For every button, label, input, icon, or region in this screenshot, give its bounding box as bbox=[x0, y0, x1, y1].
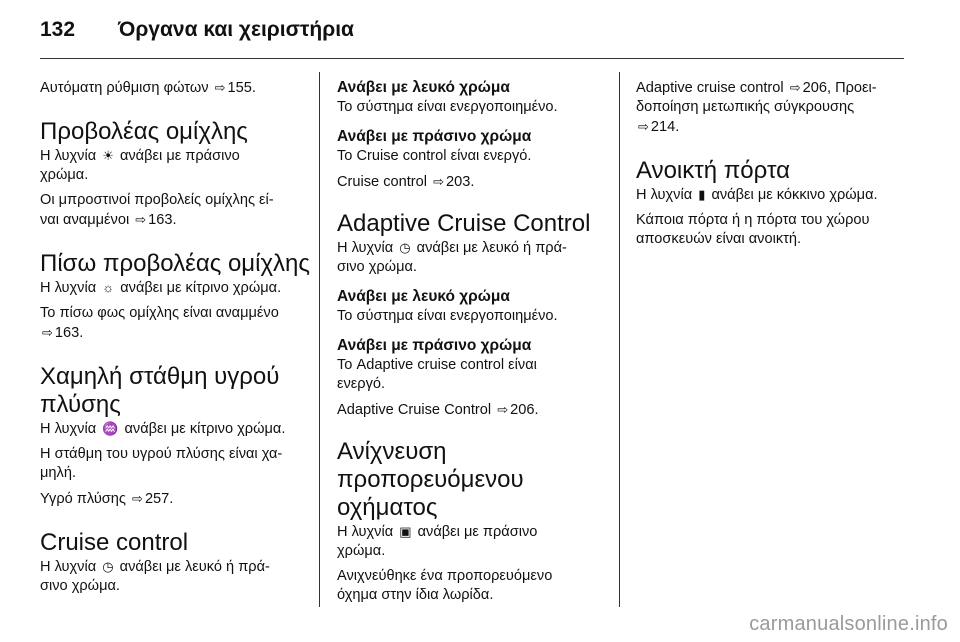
paragraph: Το σύστημα είναι ενεργοποιημένο. bbox=[337, 308, 558, 324]
reference-arrow-icon: ⇨ bbox=[42, 325, 53, 340]
reference-arrow-icon: ⇨ bbox=[789, 80, 801, 95]
column-2 bbox=[337, 66, 612, 605]
section-heading: Χαμηλή στάθμη υγρού πλύσης bbox=[40, 363, 280, 418]
paragraph: Η λυχνία ◷ ανάβει με λευκό ή πρά- σινο χρώμα. bbox=[40, 559, 270, 594]
reference-arrow-icon: ⇨ bbox=[214, 80, 226, 95]
header-divider bbox=[40, 58, 904, 59]
door-open-icon: ▮ bbox=[698, 187, 706, 202]
column-3 bbox=[636, 66, 911, 249]
paragraph: Η λυχνία ☼ ανάβει με κίτρινο χρώμα. bbox=[40, 280, 282, 296]
subsection-heading: Ανάβει με λευκό χρώμα bbox=[337, 79, 510, 96]
cruise-control-icon: ◷ bbox=[102, 559, 114, 574]
section-heading: Προβολέας ομίχλης bbox=[40, 118, 248, 145]
paragraph: Κάποια πόρτα ή η πόρτα του χώρου αποσκευών είναι ανοικτή. bbox=[636, 212, 870, 247]
page-number: 132 bbox=[40, 18, 76, 41]
paragraph: Η λυχνία ▣ ανάβει με πράσινο χρώμα. bbox=[337, 524, 538, 559]
paragraph: Η λυχνία ♒ ανάβει με κίτρινο χρώμα. bbox=[40, 421, 286, 437]
column-divider bbox=[319, 72, 320, 607]
paragraph: Adaptive Cruise Control ⇨ 206. bbox=[337, 402, 539, 418]
cruise-control-icon: ◷ bbox=[399, 240, 411, 255]
paragraph: Η λυχνία ◷ ανάβει με λευκό ή πρά- σινο χρώμα. bbox=[337, 240, 567, 275]
subsection-heading: Ανάβει με λευκό χρώμα bbox=[337, 288, 510, 305]
paragraph: Η στάθμη του υγρού πλύσης είναι χα- μηλή. bbox=[40, 446, 283, 481]
paragraph: Το Adaptive cruise control είναι ενεργό. bbox=[337, 357, 537, 392]
paragraph: Αυτόματη ρύθμιση φώτων ⇨ 155. bbox=[40, 80, 256, 96]
paragraph: Ανιχνεύθηκε ένα προπορευόμενο όχημα στην ίδια λωρίδα. bbox=[337, 568, 553, 603]
rear-fog-light-icon: ☼ bbox=[102, 280, 115, 295]
reference-arrow-icon: ⇨ bbox=[497, 402, 509, 417]
paragraph: Το Cruise control είναι ενεργό. bbox=[337, 148, 532, 164]
page-title: Όργανα και χειριστήρια bbox=[118, 18, 354, 41]
reference-arrow-icon: ⇨ bbox=[433, 174, 444, 189]
watermark: carmanualsonline.info bbox=[749, 613, 948, 635]
column-divider bbox=[619, 72, 620, 607]
paragraph: Η λυχνία ▮ ανάβει με κόκκινο χρώμα. bbox=[636, 187, 878, 203]
section-heading: Cruise control bbox=[40, 529, 189, 556]
front-fog-light-icon: ☀ bbox=[102, 148, 114, 163]
paragraph: Cruise control ⇨ 203. bbox=[337, 174, 475, 190]
column-1 bbox=[40, 66, 315, 596]
paragraph: Το πίσω φως ομίχλης είναι αναμμένο ⇨ 163. bbox=[40, 305, 279, 341]
subsection-heading: Ανάβει με πράσινο χρώμα bbox=[337, 128, 532, 145]
section-heading: Πίσω προβολέας ομίχλης bbox=[40, 250, 310, 277]
paragraph: Οι μπροστινοί προβολείς ομίχλης εί- ναι αναμμένοι ⇨ 163. bbox=[40, 192, 274, 228]
section-heading: Ανίχνευση προπορευόμενου οχήματος bbox=[337, 438, 524, 521]
washer-fluid-icon: ♒ bbox=[102, 421, 119, 436]
paragraph: Adaptive cruise control ⇨ 206, Προει- δοποίηση μετωπικής σύγκρουσης ⇨ 214. bbox=[636, 80, 877, 135]
reference-arrow-icon: ⇨ bbox=[135, 212, 147, 227]
page-header bbox=[40, 18, 354, 48]
subsection-heading: Ανάβει με πράσινο χρώμα bbox=[337, 337, 532, 354]
paragraph: Υγρό πλύσης ⇨ 257. bbox=[40, 491, 174, 507]
vehicle-ahead-icon: ▣ bbox=[399, 524, 412, 539]
reference-arrow-icon: ⇨ bbox=[132, 491, 143, 506]
reference-arrow-icon: ⇨ bbox=[638, 119, 649, 134]
section-heading: Adaptive Cruise Control bbox=[337, 210, 591, 237]
paragraph: Η λυχνία ☀ ανάβει με πράσινο χρώμα. bbox=[40, 148, 240, 183]
paragraph: Το σύστημα είναι ενεργοποιημένο. bbox=[337, 99, 558, 115]
section-heading: Ανοικτή πόρτα bbox=[636, 157, 790, 184]
